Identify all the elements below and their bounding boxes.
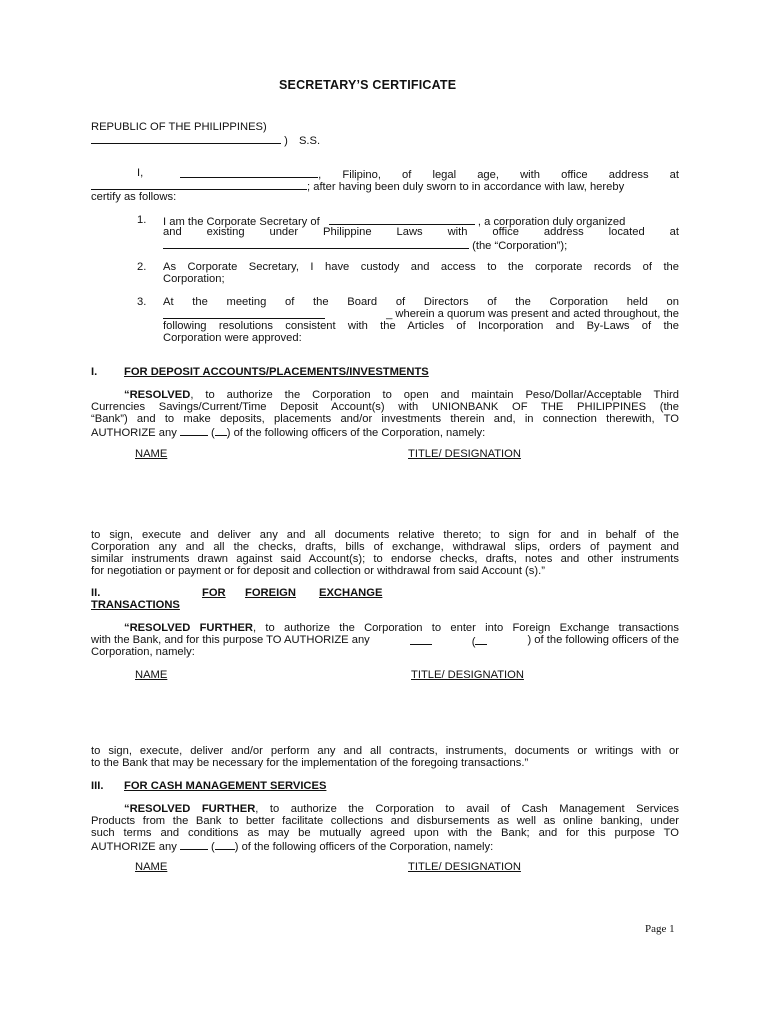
section-2-number-digits-blank[interactable] (475, 635, 487, 645)
page-number: Page 1 (645, 923, 675, 935)
section-1-heading: FOR DEPOSIT ACCOUNTS/PLACEMENTS/INVESTMENTS (124, 366, 429, 378)
section-1-officers-text: ) of the following officers of the Corporation, namely: (226, 427, 486, 439)
section-3-text-1: , to authorize the Corporation to avail of Cash Management Services (255, 803, 679, 815)
section-2-resolved: “RESOLVED FURTHER (124, 622, 254, 634)
section-1-sign-line-4: for negotiation or payment or for deposit and collection or withdrawal from said Account (s).” (91, 565, 545, 577)
item-1-line-3 (163, 239, 567, 253)
section-1-resolution-line-2: Currencies Savings/Current/Time Deposit Account(s) with UNIONBANK OF THE PHILIPPINES (the (91, 401, 679, 413)
corporation-name-blank[interactable] (329, 215, 475, 225)
section-1-authorize-text: AUTHORIZE any (91, 427, 177, 439)
section-1-name-column: NAME (135, 448, 168, 460)
item-3-line-4: Corporation were approved: (163, 332, 302, 344)
item-2-number: 2. (137, 261, 147, 273)
ss-label: S.S. (298, 135, 321, 147)
section-2-authorize-text: with the Bank, and for this purpose TO AUTHORIZE any (91, 634, 370, 646)
venue-blank[interactable] (91, 134, 281, 144)
section-2-heading-exchange: EXCHANGE (319, 587, 383, 599)
section-1-number-digits-blank[interactable] (215, 426, 227, 436)
section-2-heading-transactions: TRANSACTIONS (91, 599, 180, 611)
section-3-resolution-line-3: such terms and conditions as may be mutually agreed upon with the Bank; and for this purpose TO (91, 827, 679, 839)
section-3-resolved: “RESOLVED FURTHER (124, 803, 256, 815)
item-1-text-d: (the “Corporation”); (472, 240, 568, 252)
item-3-line-3: following resolutions consistent with the Articles of Incorporation and By-Laws of the (163, 320, 679, 332)
section-1-resolution-line-1 (91, 390, 679, 402)
section-2-heading-foreign: FOREIGN (245, 587, 296, 599)
affiant-name-blank[interactable] (180, 168, 318, 178)
meeting-date-blank[interactable] (163, 309, 325, 319)
section-3-heading: FOR CASH MANAGEMENT SERVICES (124, 780, 327, 792)
section-2-title-column: TITLE/ DESIGNATION (411, 669, 524, 681)
section-3-number-words-blank[interactable] (180, 840, 208, 850)
section-2-text-1: , to authorize the Corporation to enter into Foreign Exchange transactions (253, 622, 679, 634)
intro-i: I, (137, 167, 144, 179)
section-3-number-digits-blank[interactable] (215, 840, 235, 850)
intro-sworn-text: ; after having been duly sworn to in accordance with law, hereby (307, 181, 625, 193)
section-2-number-words-blank[interactable] (410, 635, 432, 645)
venue-blank-line (91, 134, 320, 148)
section-2-officers-text: ) of the following officers of the (527, 634, 679, 646)
section-2-sign-line-2: to the Bank that may be necessary for the implementation of the foregoing transactions.” (91, 757, 529, 769)
item-2-line-2: Corporation; (163, 273, 225, 285)
section-2-number: II. (91, 587, 101, 599)
section-1-resolution-line-3: “Bank”) and to make deposits, placements and/or investments therein and, in connection therewith, TO (91, 413, 679, 425)
item-1-text-b: , a corporation duly organized (477, 216, 626, 228)
item-1-number: 1. (137, 214, 147, 226)
item-3-line-2 (163, 309, 679, 321)
venue-paren: ) (284, 135, 288, 147)
section-1-paren-open: ( (211, 427, 215, 439)
section-3-paren-open: ( (211, 841, 215, 853)
section-2-name-column: NAME (135, 669, 168, 681)
section-1-resolved: “RESOLVED (124, 389, 191, 401)
section-3-resolution-line-1 (91, 804, 679, 816)
office-address-blank[interactable] (91, 180, 307, 190)
section-1-resolution-line-4 (91, 426, 485, 440)
section-1-number-words-blank[interactable] (180, 426, 208, 436)
item-2-line-1: As Corporate Secretary, I have custody and access to the corporate records of the (163, 261, 679, 273)
section-2-paren-open: ( (471, 636, 476, 648)
section-1-number: I. (91, 366, 98, 378)
item-1-text-a: I am the Corporate Secretary of (163, 216, 320, 228)
section-2-heading-for: FOR (202, 587, 226, 599)
section-3-officers-text: ) of the following officers of the Corporation, namely: (234, 841, 494, 853)
section-3-name-column: NAME (135, 861, 168, 873)
item-3-text-b: _ wherein a quorum was present and acted throughout, the (386, 308, 679, 320)
section-2-resolution-line-1 (91, 623, 679, 635)
document-title: SECRETARY’S CERTIFICATE (279, 78, 457, 92)
section-1-sign-line-3: similar instruments drawn against said Account(s); to endorse checks, drafts, notes and other instruments (91, 553, 679, 565)
section-3-resolution-line-4 (91, 840, 493, 854)
item-1-line-2: and existing under Philippine Laws with office address located at (163, 226, 679, 238)
corporation-address-blank[interactable] (163, 239, 469, 249)
section-1-text-1: , to authorize the Corporation to open and maintain Peso/Dollar/Acceptable Third (190, 389, 679, 401)
section-3-authorize-text: AUTHORIZE any (91, 841, 177, 853)
section-1-sign-line-1: to sign, execute and deliver any and all documents relative thereto; to sign for and in behalf of the (91, 529, 679, 541)
section-3-number: III. (91, 780, 104, 792)
venue-line: REPUBLIC OF THE PHILIPPINES) (91, 121, 267, 133)
intro-certify-text: certify as follows: (91, 191, 177, 203)
section-3-resolution-line-2: Products from the Bank to better facilitate collections and disbursements as well as online banking, under (91, 815, 679, 827)
item-3-number: 3. (137, 296, 147, 308)
section-1-title-column: TITLE/ DESIGNATION (408, 448, 521, 460)
section-2-resolution-line-3: Corporation, namely: (91, 646, 195, 658)
section-1-sign-line-2: Corporation any and all the checks, drafts, bills of exchange, withdrawal slips, orders of payment and (91, 541, 679, 553)
intro-filipino-text: , Filipino, of legal age, with office address at (318, 169, 679, 181)
section-2-sign-line-1: to sign, execute, deliver and/or perform any and all contracts, instruments, documents or writings with or (91, 745, 679, 757)
item-3-line-1: At the meeting of the Board of Directors of the Corporation held on (163, 296, 679, 308)
section-3-title-column: TITLE/ DESIGNATION (408, 861, 521, 873)
